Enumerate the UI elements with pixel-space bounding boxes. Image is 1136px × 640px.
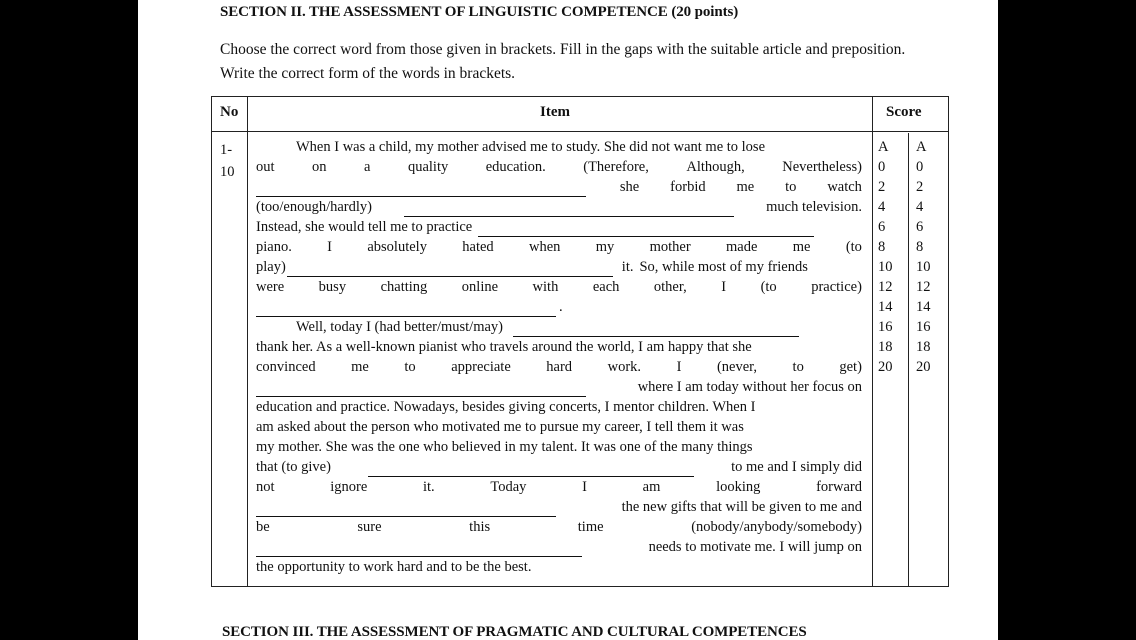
- score-value: 16: [916, 319, 931, 335]
- text-line: Instead, she would tell me to practice: [256, 217, 862, 237]
- score-value: 6: [878, 219, 886, 235]
- score-value: 10: [916, 259, 931, 275]
- score-value: A: [878, 139, 889, 155]
- answer-blank[interactable]: [513, 322, 799, 337]
- answer-blank[interactable]: [404, 202, 734, 217]
- score-value: 12: [878, 279, 893, 295]
- score-value: 10: [878, 259, 893, 275]
- score-value: 18: [916, 339, 931, 355]
- score-value: 6: [916, 219, 924, 235]
- score-value: 4: [916, 199, 924, 215]
- answer-blank[interactable]: [368, 462, 694, 477]
- score-value: 14: [916, 299, 931, 315]
- answer-blank[interactable]: [478, 222, 814, 237]
- section-title: SECTION II. THE ASSESSMENT OF LINGUISTIC COMPETENCE (20 points): [220, 4, 739, 20]
- text-line: .: [256, 297, 862, 317]
- answer-blank[interactable]: [256, 302, 556, 317]
- score-value: 18: [878, 339, 893, 355]
- score-column-1: [878, 137, 893, 377]
- score-value: 20: [878, 359, 893, 375]
- answer-blank[interactable]: [287, 262, 613, 277]
- text-line: that (to give) to me and I simply did: [256, 459, 862, 475]
- text-line: (too/enough/hardly) much television.: [256, 199, 862, 215]
- text-line: am asked about the person who motivated me to pursue my career, I tell them it was: [256, 419, 744, 435]
- text-line: out on a quality education. (Therefore, Although, Nevertheless): [256, 159, 862, 175]
- header-item: Item: [540, 104, 570, 120]
- question-number-part: 10: [220, 164, 235, 180]
- score-value: 16: [878, 319, 893, 335]
- text-line: the new gifts that will be given to me and: [256, 497, 862, 517]
- text-line: where I am today without her focus on: [256, 377, 862, 397]
- score-value: 0: [878, 159, 886, 175]
- text-line: When I was a child, my mother advised me to study. She did not want me to lose: [296, 139, 766, 155]
- answer-blank[interactable]: [256, 502, 556, 517]
- section-instruction: Choose the correct word from those given in brackets. Fill in the gaps with the suitable article and preposition. Write the correct form of the words in brackets.: [220, 41, 906, 82]
- score-value: 12: [916, 279, 931, 295]
- text-line: education and practice. Nowadays, besides giving concerts, I mentor children. When I: [256, 399, 756, 415]
- answer-blank[interactable]: [256, 382, 586, 397]
- text-line: piano. I absolutely hated when my mother made me (to: [256, 239, 862, 255]
- answer-blank[interactable]: [256, 542, 582, 557]
- item-text: [256, 137, 862, 577]
- score-value: 2: [878, 179, 886, 195]
- text-line: my mother. She was the one who believed in my talent. It was one of the many things: [256, 439, 753, 455]
- header-no: No: [220, 104, 239, 120]
- score-value: 2: [916, 179, 924, 195]
- text-line: she forbid me to watch: [256, 177, 862, 197]
- score-value: 8: [878, 239, 886, 255]
- text-line: be sure this time (nobody/anybody/somebody): [256, 519, 862, 535]
- text-line: were busy chatting online with each other, I (to practice): [256, 279, 862, 295]
- text-line: the opportunity to work hard and to be the best.: [256, 559, 532, 575]
- document-page: [138, 0, 998, 640]
- score-value: 8: [916, 239, 924, 255]
- score-value: A: [916, 139, 927, 155]
- exercise-table: [211, 96, 949, 587]
- next-section-title: SECTION III. THE ASSESSMENT OF PRAGMATIC AND CULTURAL COMPETENCES: [222, 624, 807, 640]
- score-value: 4: [878, 199, 886, 215]
- text-line: not ignore it. Today I am looking forward: [256, 479, 862, 495]
- answer-blank[interactable]: [256, 182, 586, 197]
- score-value: 0: [916, 159, 924, 175]
- text-line: Well, today I (had better/must/may): [256, 317, 862, 337]
- text-line: needs to motivate me. I will jump on: [256, 537, 862, 557]
- text-line: convinced me to appreciate hard work. I (never, to get): [256, 359, 862, 375]
- score-value: 20: [916, 359, 931, 375]
- col-divider-no: [247, 97, 248, 586]
- text-line: play) it. So, while most of my friends: [256, 259, 808, 275]
- question-number-part: 1-: [220, 142, 233, 158]
- text-line: thank her. As a well-known pianist who travels around the world, I am happy that she: [256, 339, 752, 355]
- question-number: [220, 139, 235, 183]
- col-divider-score: [908, 133, 909, 586]
- header-divider: [212, 131, 948, 132]
- col-divider-item: [872, 97, 873, 586]
- header-score: Score: [886, 104, 922, 120]
- score-value: 14: [878, 299, 893, 315]
- score-column-2: [916, 137, 931, 377]
